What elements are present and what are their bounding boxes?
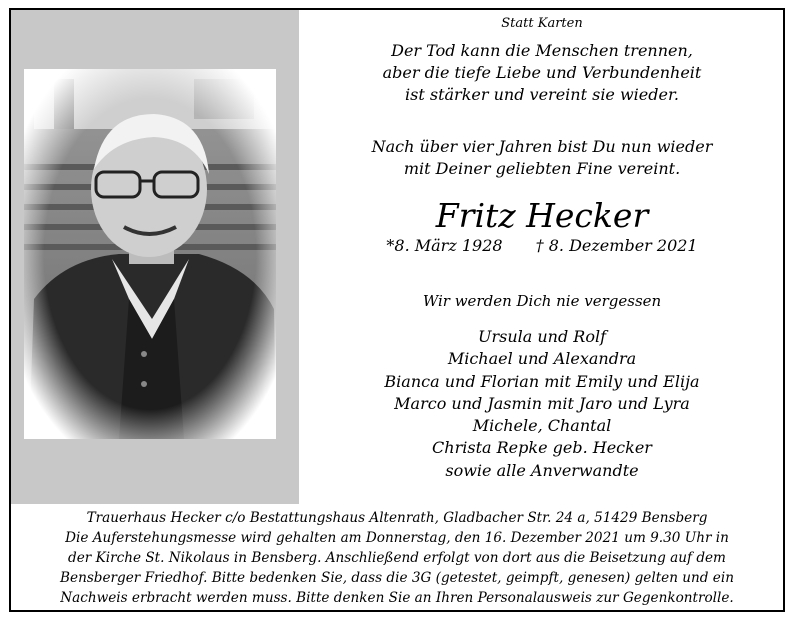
poem-line: ist stärker und vereint sie wieder.: [405, 85, 679, 104]
message-line: mit Deiner geliebten Fine vereint.: [403, 159, 681, 178]
photo-panel: [11, 10, 299, 504]
life-dates: [299, 235, 785, 257]
message-line: Nach über vier Jahren bist Du nun wieder: [371, 137, 713, 156]
family-list: [299, 326, 785, 482]
family-member: sowie alle Anverwandte: [445, 460, 639, 480]
funeral-info-line: Nachweis erbracht werden muss. Bitte denken Sie an Ihren Personalausweis zur Gegenkontrolle.: [60, 590, 734, 606]
family-member: Marco und Jasmin mit Jaro und Lyra: [394, 393, 690, 413]
motto: Wir werden Dich nie vergessen: [422, 292, 662, 310]
poem: [299, 40, 785, 106]
poem-line: aber die tiefe Liebe und Verbundenheit: [382, 63, 702, 82]
funeral-info-line: der Kirche St. Nikolaus in Bensberg. Anschließend erfolgt von dort aus die Beisetzung auf dem: [68, 550, 726, 566]
text-column: [299, 10, 785, 504]
message: [299, 136, 785, 180]
family-member: Michele, Chantal: [472, 416, 612, 436]
funeral-info-line: Trauerhaus Hecker c/o Bestattungshaus Altenrath, Gladbacher Str. 24 a, 51429 Bensberg: [86, 510, 708, 526]
deceased-name: Fritz Hecker: [435, 196, 649, 235]
family-member: Christa Repke geb. Hecker: [432, 438, 652, 458]
family-member: Ursula und Rolf: [477, 327, 607, 346]
portrait-image: [24, 69, 276, 439]
portrait-photo: [24, 69, 276, 439]
funeral-info-line: Die Auferstehungsmesse wird gehalten am Donnerstag, den 16. Dezember 2021 um 9.30 Uhr in: [65, 530, 729, 546]
obituary-card: [9, 8, 785, 612]
funeral-info-line: Bensberger Friedhof. Bitte bedenken Sie, dass die 3G (getestet, geimpft, genesen) gelten und ein: [60, 570, 734, 586]
poem-line: Der Tod kann die Menschen trennen,: [391, 41, 693, 60]
family-member: Michael und Alexandra: [447, 349, 637, 369]
birth-date: *8. März 1928: [386, 236, 503, 255]
family-member: Bianca und Florian mit Emily und Elija: [384, 371, 700, 391]
funeral-info: [11, 508, 783, 608]
death-date: † 8. Dezember 2021: [535, 236, 698, 255]
statt-karten-label: Statt Karten: [501, 16, 583, 31]
